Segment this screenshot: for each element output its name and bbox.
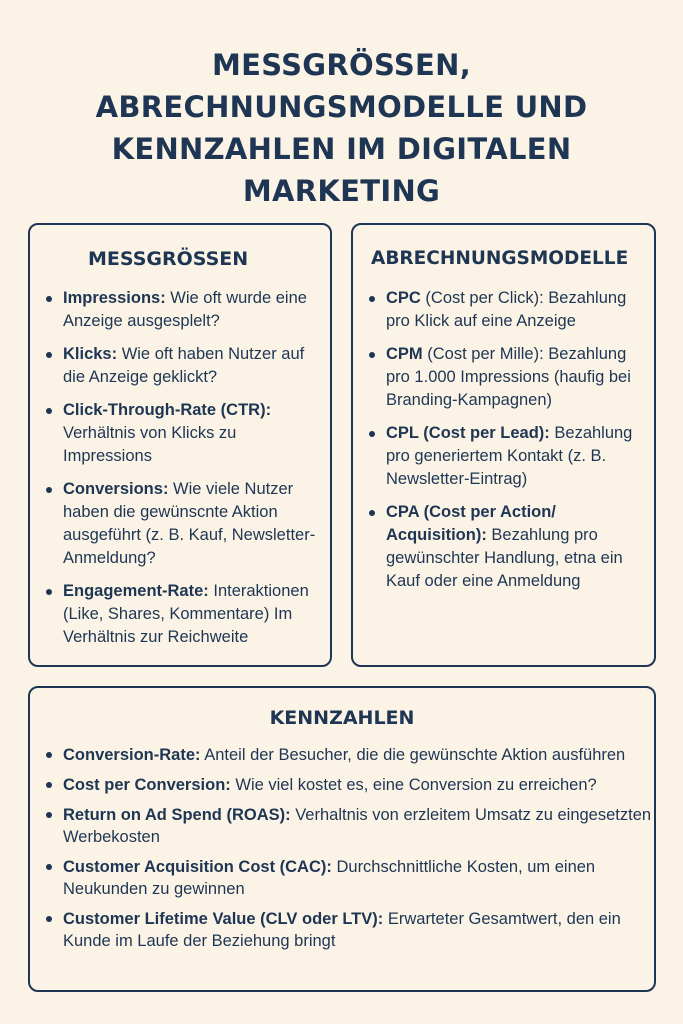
list-item [44, 478, 324, 570]
abrechnungsmodelle-box [351, 223, 656, 667]
list-item [367, 343, 651, 412]
item-text: Bezahlung pro generiertem Kontakt (z. B. Newsletter-Eintrag) [386, 424, 633, 488]
item-text: Wie oft wurde eine Anzeige ausgesplelt? [63, 289, 307, 330]
list-item [44, 804, 652, 848]
item-text: Verhaltnis von erzleitem Umsatz zu eingesetzten Werbekosten [63, 806, 652, 846]
item-text: Wie viele Nutzer haben die gewünscnte Aktion ausgeführt (z. B. Kauf, Newsletter-Anmeldung? [63, 480, 316, 567]
bullet-icon [46, 296, 52, 302]
abrechnungsmodelle-heading: ABRECHNUNGSMODELLE [371, 248, 629, 269]
item-term: Engagement-Rate: [63, 582, 209, 600]
list-item [44, 856, 652, 900]
bullet-icon [46, 812, 52, 818]
list-item [44, 580, 324, 649]
item-text: Wie oft haben Nutzer auf die Anzeige geklickt? [63, 345, 305, 386]
item-term: CPC [386, 289, 421, 307]
bullet-icon [46, 487, 52, 493]
list-item [367, 422, 651, 491]
item-text: (Cost per Mille): Bezahlung pro 1.000 Impressions (haufig bei Branding-Kampagnen) [386, 345, 631, 409]
list-item [44, 908, 652, 952]
kennzahlen-heading: KENNZAHLEN [269, 707, 415, 729]
item-text: Interaktionen (Like, Shares, Kommentare) Im Verhältnis zur Reichweite [63, 582, 309, 646]
bullet-icon [46, 408, 52, 414]
list-item [367, 501, 651, 593]
item-text: Durchschnittliche Kosten, um einen Neukunden zu gewinnen [63, 858, 596, 898]
item-text: Bezahlung pro gewünschter Handlung, etna ein Kauf oder eine Anmeldung [386, 526, 623, 590]
messgroessen-list [44, 287, 324, 659]
item-term: Conversions: [63, 480, 169, 498]
bullet-icon [369, 352, 375, 358]
item-text: Erwarteter Gesamtwert, den ein Kunde im Laufe der Beziehung bringt [63, 910, 621, 950]
page-title-line: MESSGRÖSSEN, [211, 48, 472, 82]
item-term: CPL (Cost per Lead): [386, 424, 550, 442]
list-item [44, 287, 324, 333]
page-title-line: KENNZAHLEN IM DIGITALEN [111, 132, 572, 166]
bullet-icon [46, 352, 52, 358]
bullet-icon [369, 510, 375, 516]
item-text: Wie viel kostet es, eine Conversion zu erreichen? [230, 776, 597, 794]
list-item [44, 774, 652, 796]
item-term: CPA (Cost per Action/ Acquisition): [386, 503, 556, 544]
item-term: Click-Through-Rate (CTR): [63, 401, 272, 419]
item-term: Return on Ad Spend (ROAS): [63, 806, 291, 824]
list-item [44, 744, 652, 766]
list-item [367, 287, 651, 333]
page-title-line: MARKETING [242, 174, 441, 208]
messgroessen-heading: MESSGRÖSSEN [88, 248, 249, 270]
bullet-icon [46, 864, 52, 870]
item-term: Impressions: [63, 289, 166, 307]
kennzahlen-box [28, 686, 656, 992]
item-term: Klicks: [63, 345, 118, 363]
bullet-icon [46, 782, 52, 788]
item-term: Customer Acquisition Cost (CAC): [63, 858, 332, 876]
list-item [44, 343, 324, 389]
bullet-icon [46, 916, 52, 922]
item-text: (Cost per Click): Bezahlung pro Klick auf eine Anzeige [386, 289, 627, 330]
abrechnungsmodelle-list [367, 287, 651, 603]
item-term: Cost per Conversion: [63, 776, 231, 794]
messgroessen-box [28, 223, 332, 667]
page-title-line: ABRECHNUNGSMODELLE UND [95, 90, 588, 124]
bullet-icon [46, 589, 52, 595]
list-item [44, 399, 324, 468]
bullet-icon [369, 296, 375, 302]
item-text: Anteil der Besucher, die die gewünschte Aktion ausführen [200, 746, 626, 764]
bullet-icon [369, 431, 375, 437]
item-term: CPM [386, 345, 423, 363]
kennzahlen-list [44, 744, 652, 960]
item-term: Customer Lifetime Value (CLV oder LTV): [63, 910, 384, 928]
item-text: Verhältnis von Klicks zu Impressions [63, 424, 237, 465]
item-term: Conversion-Rate: [63, 746, 201, 764]
bullet-icon [46, 752, 52, 758]
page-title [40, 44, 643, 212]
